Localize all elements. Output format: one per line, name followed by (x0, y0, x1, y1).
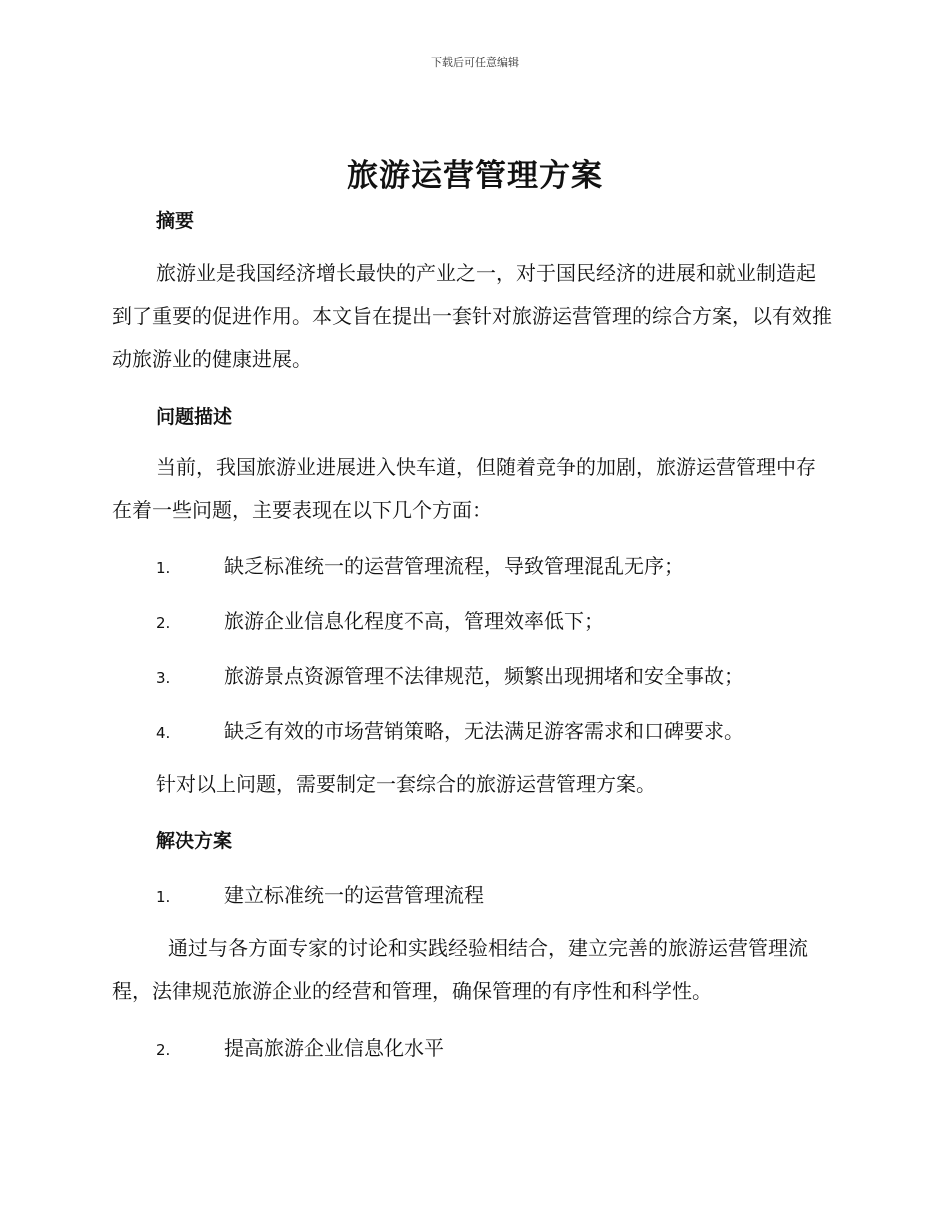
header-note: 下载后可任意编辑 (431, 56, 519, 69)
problem-list-item (156, 662, 836, 692)
list-text: 建立标准统一的运营管理流程 (224, 883, 484, 907)
list-number: 2. (156, 1041, 171, 1059)
document-title: 旅游运营管理方案 (347, 158, 603, 194)
list-text: 提高旅游企业信息化水平 (224, 1036, 444, 1060)
list-number: 3. (156, 669, 171, 687)
abstract-heading: 摘要 (156, 210, 195, 232)
list-text: 旅游企业信息化程度不高，管理效率低下； (224, 609, 604, 633)
list-number: 1. (156, 559, 171, 577)
list-number: 2. (156, 614, 171, 632)
list-number: 4. (156, 724, 171, 742)
abstract-paragraph: 旅游业是我国经济增长最快的产业之一，对于国民经济的进展和就业制造起到了重要的促进作用。本文旨在提出一套针对旅游运营管理的综合方案，以有效推动旅游业的健康进展。 (112, 261, 832, 371)
solution-list-item (156, 881, 836, 911)
problem-list-item (156, 717, 836, 747)
problem-conclusion: 针对以上问题，需要制定一套综合的旅游运营管理方案。 (156, 772, 656, 796)
solution-list-item (156, 1034, 836, 1064)
list-text: 旅游景点资源管理不法律规范，频繁出现拥堵和安全事故； (224, 664, 744, 688)
list-number: 1. (156, 888, 171, 906)
problem-list-item (156, 607, 836, 637)
list-text: 缺乏标准统一的运营管理流程，导致管理混乱无序； (224, 554, 684, 578)
list-text: 缺乏有效的市场营销策略，无法满足游客需求和口碑要求。 (224, 719, 744, 743)
problem-paragraph: 当前，我国旅游业进展进入快车道，但随着竞争的加剧，旅游运营管理中存在着一些问题，主要表现在以下几个方面： (112, 455, 816, 522)
solution1-paragraph: 通过与各方面专家的讨论和实践经验相结合，建立完善的旅游运营管理流程，法律规范旅游企业的经营和管理，确保管理的有序性和科学性。 (112, 936, 808, 1003)
problem-list-item (156, 552, 836, 582)
solution-heading: 解决方案 (156, 830, 233, 852)
problem-heading: 问题描述 (156, 406, 233, 428)
